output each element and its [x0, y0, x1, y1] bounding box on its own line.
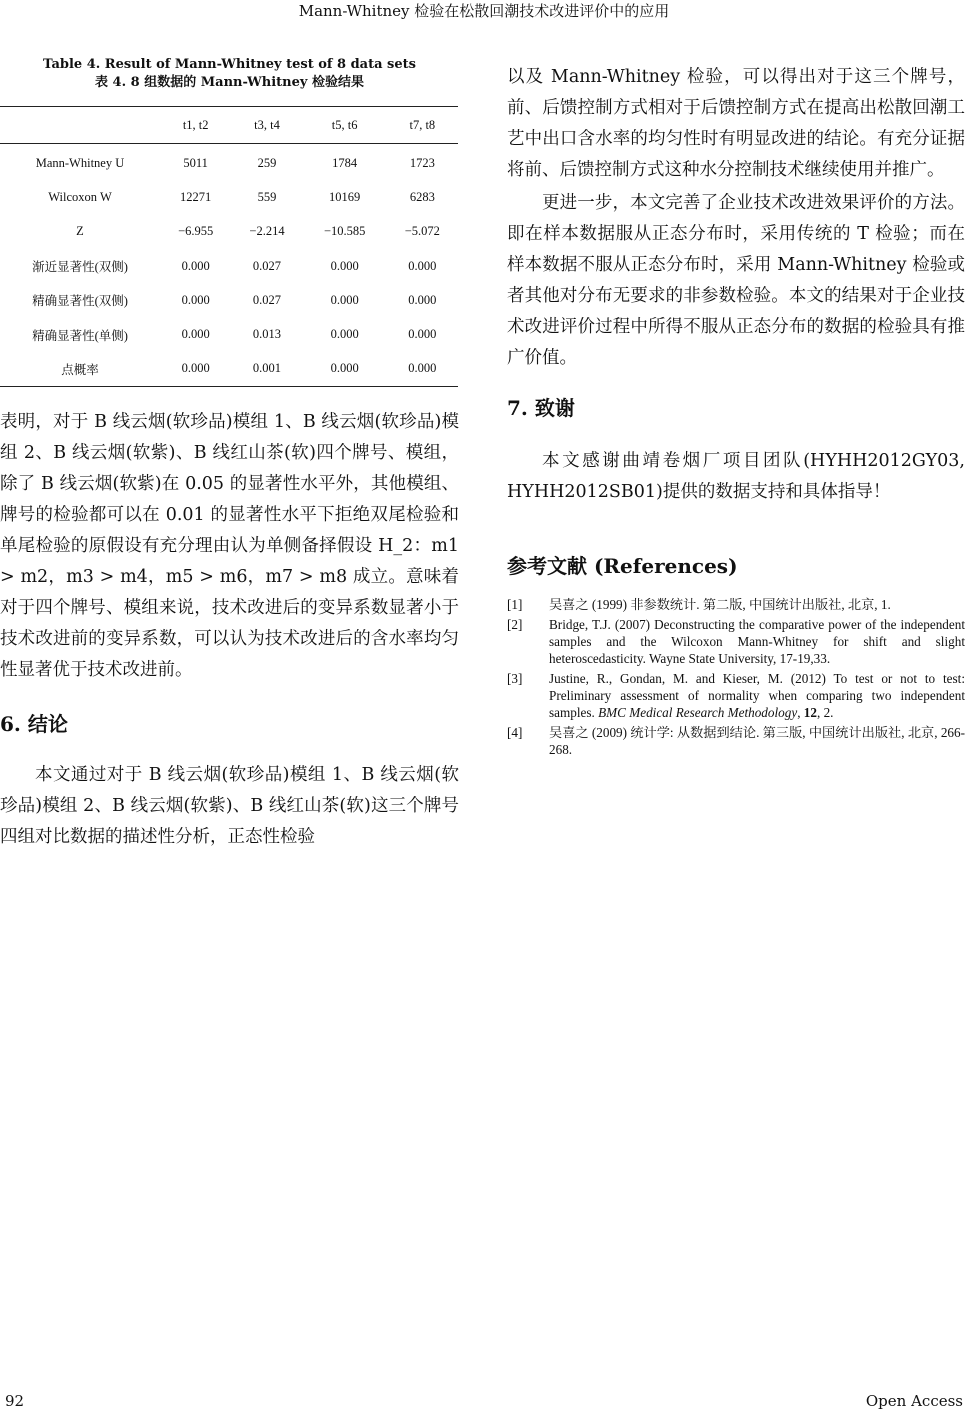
table-header-cell: t1, t2 [182, 117, 209, 132]
reference-text: 吴喜之 (2009) 统计学: 从数据到结论. 第三版, 中国统计出版社, 北京, 266-268. [549, 725, 965, 757]
row-label: Wilcoxon W [48, 189, 112, 204]
reference-number: [2] [507, 617, 523, 632]
reference-item [507, 596, 965, 613]
page-number: 92 [5, 1392, 25, 1410]
table-cell: 0.000 [181, 292, 210, 307]
table-cell: −2.214 [249, 224, 285, 239]
reference-list [507, 596, 965, 758]
table-cell: 0.000 [330, 292, 359, 307]
reference-text: Bridge, T.J. (2007) Deconstructing the comparative power of the independent samples and the Wilcoxon Mann-Whitney for shift and slight heteroscedasticity. Wayne State University, 17-19,33. [549, 617, 965, 666]
table-row [0, 180, 458, 214]
reference-text [549, 670, 965, 721]
table-cell: 0.000 [330, 327, 359, 342]
reference-text: 吴喜之 (1999) 非参数统计. 第二版, 中国统计出版社, 北京, 1. [549, 597, 891, 612]
table-cell: 0.013 [252, 327, 282, 342]
right-column [507, 62, 965, 761]
reference-item [507, 670, 965, 721]
journal-volume: 12 [803, 705, 817, 720]
row-label: 点概率 [61, 362, 99, 377]
table-cell: 0.000 [330, 361, 359, 376]
table-cell: 0.000 [330, 258, 359, 273]
table-header-row [0, 107, 458, 144]
section-heading-conclusion: 6. 结论 [0, 712, 68, 737]
table-header-cell: t3, t4 [254, 117, 280, 132]
section-heading-acknowledgements: 7. 致谢 [507, 396, 575, 420]
results-table [0, 106, 458, 387]
table-row [0, 283, 458, 317]
table-cell: −10.585 [323, 224, 366, 239]
row-label: 渐近显著性(双侧) [32, 260, 128, 275]
body-paragraph: 更进一步，本文完善了企业技术改进效果评价的方法。即在样本数据服从正态分布时，采用传统的 T 检验；而在样本数据不服从正态分布时，采用 Mann-Whitney 检验或者其他对分布无要求的非参数检验。本文的结果对于企业技术改进评价过程中所得不服从正态分布的数据的检验具有推广价值。 [507, 193, 965, 368]
table-cell: 559 [257, 189, 277, 204]
table-row [0, 215, 458, 249]
footer-publisher: Open Access [865, 1392, 963, 1410]
reference-body: Justine, R., Gondan, M. and Kieser, M. (2012) To test or not to test: Preliminary assessment of normality when comparing two independent samples. [549, 671, 965, 720]
body-paragraph: 以及 Mann-Whitney 检验，可以得出对于这三个牌号，前、后馈控制方式相对于后馈控制方式在提高出松散回潮工艺中出口含水率的均匀性时有明显改进的结论。有充分证据将前、后馈控制方式这种水分控制技术继续使用并推广。 [507, 67, 965, 180]
table-row [0, 144, 458, 181]
table-header-cell: t5, t6 [331, 117, 358, 132]
table-cell: 1723 [409, 155, 435, 170]
table-cell: 0.000 [181, 361, 210, 376]
reference-number: [1] [507, 597, 523, 612]
row-label: 精确显著性(单侧) [32, 328, 128, 343]
table-caption-en: Table 4. Result of Mann-Whitney test of 8 data sets [43, 57, 416, 72]
reference-item [507, 724, 965, 758]
table-header-cell [0, 107, 160, 144]
table-cell: −6.955 [178, 224, 214, 239]
table-cell: 1784 [332, 155, 358, 170]
reference-number: [3] [507, 671, 523, 686]
table-cell: 0.000 [181, 258, 210, 273]
table-cell: 10169 [329, 189, 361, 204]
body-paragraph: 本文通过对于 B 线云烟(软珍品)模组 1、B 线云烟(软珍品)模组 2、B 线云烟(软紫)、B 线红山茶(软)这三个牌号四组对比数据的描述性分析，正态性检验 [0, 765, 459, 848]
table-row [0, 352, 458, 387]
table-cell: 0.000 [408, 258, 437, 273]
reference-item [507, 616, 965, 667]
table-cell: 0.027 [252, 292, 282, 307]
table-row [0, 317, 458, 351]
row-label: Z [76, 224, 84, 239]
table-cell: 0.000 [408, 292, 437, 307]
table-cell: 0.000 [408, 361, 437, 376]
left-column [0, 56, 459, 853]
references-heading: 参考文献 (References) [507, 554, 738, 578]
row-label: Mann-Whitney U [35, 155, 125, 170]
acknowledgement-text: 本文感谢曲靖卷烟厂项目团队(HYHH2012GY03, HYHH2012SB01)提供的数据支持和具体指导！ [507, 451, 965, 502]
reference-pages: , 2. [816, 705, 834, 720]
table-cell: 259 [257, 155, 277, 170]
body-paragraph: 表明，对于 B 线云烟(软珍品)模组 1、B 线云烟(软珍品)模组 2、B 线云烟(软紫)、B 线红山茶(软)四个牌号、模组，除了 B 线云烟(软紫)在 0.05 的显著性水平外，其他模组、牌号的检验都可以在 0.01 的显著性水平下拒绝双尾检验和单尾检验的原假设有充分理由认为单侧备择假设 H_2：m1 > m2，m3 > m4，m5 > m6，m7 > m8 成立。意味着对于四个牌号、模组来说，技术改进后的变异系数显著小于技术改进前的变异系数，可以认为技术改进后的含水率均匀性显著优于技术改进前。 [0, 412, 459, 681]
journal-name: BMC Medical Research Methodology [598, 705, 798, 720]
table-cell: 12271 [180, 189, 212, 204]
table-cell: 0.001 [252, 361, 282, 376]
table-cell: −5.072 [404, 224, 440, 239]
table-row [0, 249, 458, 283]
table-cell: 0.000 [408, 327, 437, 342]
row-label: 精确显著性(双侧) [32, 294, 128, 309]
table-cell: 0.027 [252, 258, 282, 273]
table-cell: 5011 [183, 155, 208, 170]
reference-number: [4] [507, 725, 523, 740]
table-header-cell: t7, t8 [409, 117, 436, 132]
table-cell: 0.000 [181, 327, 210, 342]
table-caption-zh: 表 4. 8 组数据的 Mann-Whitney 检验结果 [95, 75, 364, 90]
reference-separator: , [797, 705, 804, 720]
table-cell: 6283 [409, 189, 435, 204]
running-header: Mann-Whitney 检验在松散回潮技术改进评价中的应用 [298, 2, 670, 20]
